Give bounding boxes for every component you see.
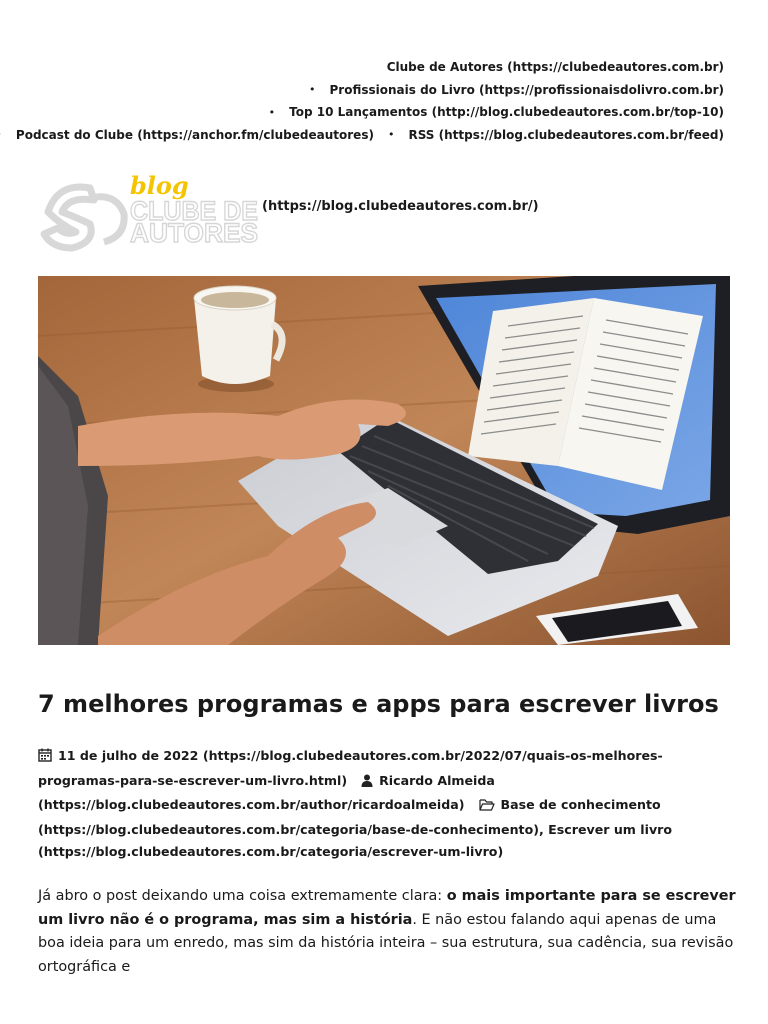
nav-item: [388, 128, 724, 142]
calendar-icon: [38, 747, 52, 770]
nav-item: [309, 83, 724, 97]
nav-bullet: •: [268, 105, 276, 119]
nav-bullet: •: [387, 128, 395, 142]
nav-link[interactable]: Clube de Autores (https://clubedeautores.com.br): [386, 60, 724, 75]
folder-open-icon: [479, 796, 495, 819]
logo-url[interactable]: (https://blog.clubedeautores.com.br/): [262, 198, 539, 214]
nav-item: [387, 60, 724, 74]
top-navigation: [15, 56, 724, 146]
post-category-link[interactable]: Escrever um livro (https://blog.clubedeautores.com.br/categoria/escrever-um-livro): [38, 821, 673, 860]
nav-bullet: •: [309, 83, 316, 97]
nav-item: [269, 105, 724, 119]
blog-logo: [38, 168, 260, 256]
nav-row: [15, 124, 724, 147]
nav-link[interactable]: Top 10 Lançamentos (http://blog.clubedeautores.com.br/top-10): [289, 105, 724, 120]
nav-bullet: [0, 128, 2, 141]
logo-blog-word: blog: [130, 171, 189, 200]
post-intro-paragraph: [38, 885, 738, 979]
nav-link[interactable]: Profissionais do Livro (https://profissionaisdolivro.com.br): [329, 82, 724, 97]
intro-emphasis: o mais importante para se escrever um livro não é o programa, mas sim a história: [38, 888, 736, 928]
nav-row: [24, 56, 724, 79]
post-author-link[interactable]: Ricardo Almeida (https://blog.clubedeautores.com.br/author/ricardoalmeida): [38, 772, 495, 813]
nav-link[interactable]: RSS (https://blog.clubedeautores.com.br/feed): [408, 127, 724, 142]
post-category-link[interactable]: Base de conhecimento (https://blog.clubedeautores.com.br/categoria/base-de-conhecimento): [38, 797, 661, 837]
post-title: 7 melhores programas e apps para escrever livros: [38, 690, 719, 718]
hero-image: [38, 276, 730, 645]
intro-text: Já abro o post deixando uma coisa extremamente clara:: [38, 888, 447, 904]
category-separator: ,: [538, 821, 544, 837]
logo-line-2: AUTORES: [130, 218, 258, 248]
nav-link[interactable]: Podcast do Clube (https://anchor.fm/clubedeautores): [15, 127, 374, 142]
post-meta: [38, 745, 728, 864]
nav-row: [24, 79, 724, 102]
logo-line-1: CLUBE DE: [130, 196, 258, 226]
post-date-link[interactable]: 11 de julho de 2022 (https://blog.clubedeautores.com.br/2022/07/quais-os-melhores-programas-para-se-escrever-um-livro.html): [38, 748, 663, 788]
user-icon: [361, 772, 373, 795]
site-logo-link[interactable]: [38, 168, 539, 256]
intro-text: . E não estou falando aqui apenas de uma boa ideia para um enredo, mas sim da história inteira – sua estrutura, sua cadência, sua revisão ortográfica e: [38, 911, 734, 975]
nav-row: [24, 101, 724, 124]
nav-item: [0, 128, 374, 142]
